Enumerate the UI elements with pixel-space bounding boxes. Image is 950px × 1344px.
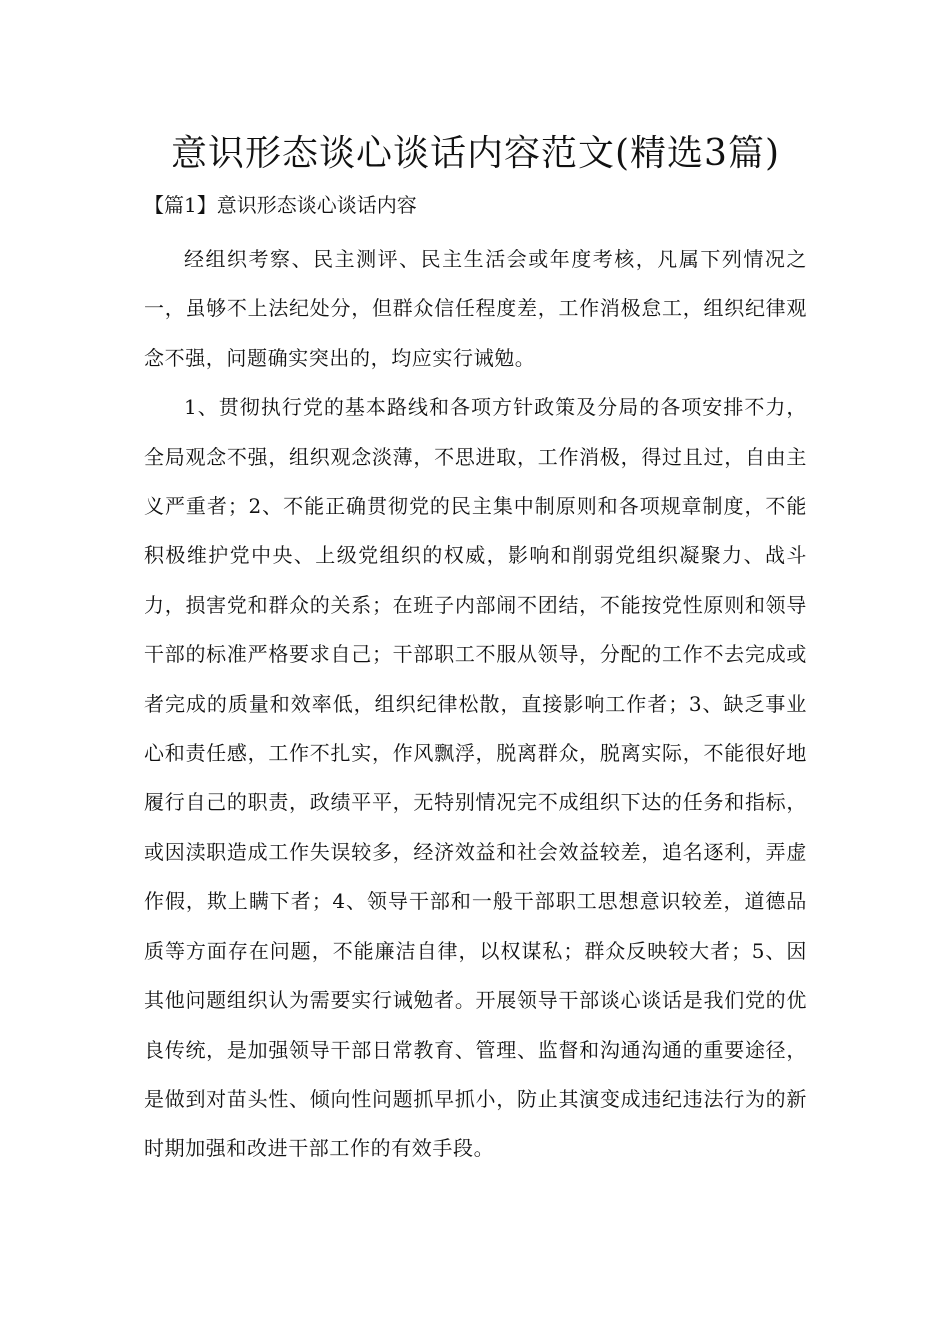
body-paragraph-intro: 经组织考察、民主测评、民主生活会或年度考核，凡属下列情况之一，虽够不上法纪处分，但群众信任程度差，工作消极怠工，组织纪律观念不强，问题确实突出的，均应实行诫勉。 bbox=[144, 247, 807, 370]
section-heading: 【篇1】意识形态谈心谈话内容 bbox=[144, 193, 417, 217]
document-title: 意识形态谈心谈话内容范文(精选3篇) bbox=[171, 133, 780, 174]
body-paragraph-list: 1、贯彻执行党的基本路线和各项方针政策及分局的各项安排不力，全局观念不强，组织观念淡薄，不思进取，工作消极，得过且过，自由主义严重者；2、不能正确贯彻党的民主集中制原则和各项规章制度，不能积极维护党中央、上级党组织的权威，影响和削弱党组织凝聚力、战斗力，损害党和群众的关系；在班子内部闹不团结，不能按党性原则和领导干部的标准严格要求自己；干部职工不服从领导，分配的工作不去完成或者完成的质量和效率低，组织纪律松散，直接影响工作者；3、缺乏事业心和责任感，工作不扎实，作风飘浮，脱离群众，脱离实际，不能很好地履行自己的职责，政绩平平，无特别情况完不成组织下达的任务和指标，或因渎职造成工作失误较多，经济效益和社会效益较差，追名逐利，弄虚作假，欺上瞒下者；4、领导干部和一般干部职工思想意识较差，道德品质等方面存在问题，不能廉洁自律，以权谋私；群众反映较大者；5、因其他问题组织认为需要实行诫勉者。开展领导干部谈心谈话是我们党的优良传统，是加强领导干部日常教育、管理、监督和沟通沟通的重要途径，是做到对苗头性、倾向性问题抓早抓小，防止其演变成违纪违法行为的新时期加强和改进干部工作的有效手段。 bbox=[144, 395, 807, 1161]
